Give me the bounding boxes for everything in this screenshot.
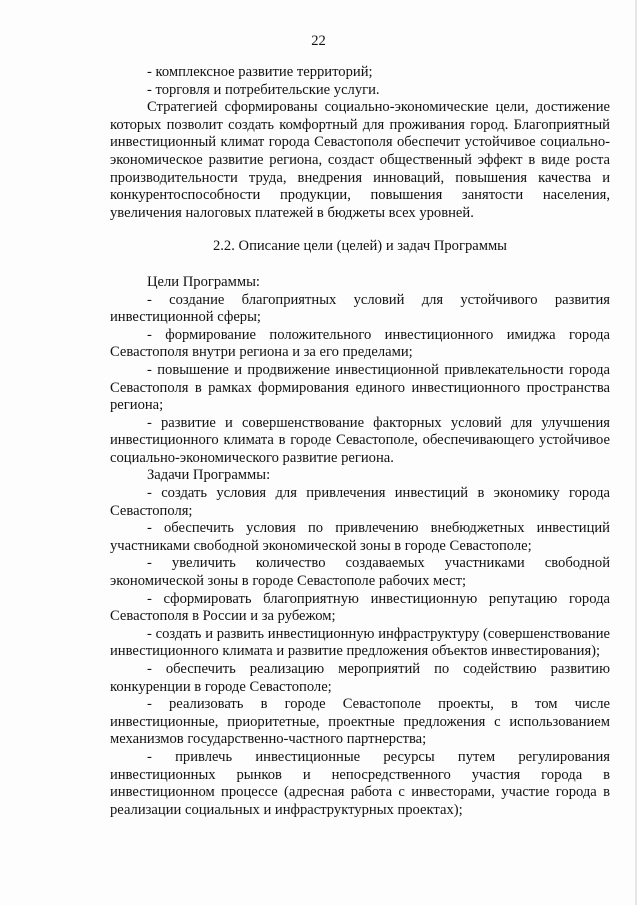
section-heading: 2.2. Описание цели (целей) и задач Программы — [212, 238, 507, 255]
task-item: - создать условия для привлечения инвестиций в экономику города Севастополя; — [110, 485, 610, 519]
task-item: - привлечь инвестиционные ресурсы путем регулирования инвестиционных рынков и непосредственного участия города в инвестиционном процессе (адресная работа с инвесторами, участие города в реализации социальных и инфраструктурных проектах); — [110, 748, 610, 818]
goal-item: - развитие и совершенствование факторных условий для улучшения инвестиционного климата в городе Севастополе, обеспечивающего устойчивое социально-экономического развитие региона. — [110, 414, 610, 466]
intro-item-1: - комплексное развитие территорий; — [147, 64, 373, 80]
page-number: 22 — [311, 33, 326, 49]
task-item: - создать и развить инвестиционную инфраструктуру (совершенствование инвестиционного климата и развитие предложения объектов инвестирования); — [110, 625, 610, 660]
task-item: - реализовать в городе Севастополе проекты, в том числе инвестиционные, приоритетные, проектные предложения с использованием механизмов государственно-частного партнерства; — [110, 696, 610, 748]
intro-paragraph: Стратегией сформированы социально-экономические цели, достижение которых позволит создать комфортный для проживания город. Благоприятный инвестиционный климат города Севастополя обеспечит устойчивое социально-экономическое развитие региона, создаст общественный эффект в виде роста производительности труда, внедрения инноваций, повышения качества и конкурентоспособности продукции, повышения занятости населения, увеличения налоговых платежей в бюджеты всех уровней. — [110, 99, 610, 221]
goal-item: - создание благоприятных условий для устойчивого развития инвестиционной сферы; — [110, 291, 610, 326]
task-item: - обеспечить реализацию мероприятий по содействию развитию конкуренции в городе Севастополе; — [110, 661, 610, 695]
task-item: - увеличить количество создаваемых участниками свободной экономической зоны в городе Севастополе рабочих мест; — [110, 555, 610, 590]
goal-item: - формирование положительного инвестиционного имиджа города Севастополя внутри региона и за его пределами; — [110, 326, 610, 361]
goals-title: Цели Программы: — [147, 273, 260, 290]
goal-item: - повышение и продвижение инвестиционной привлекательности города Севастополя в рамках формирования единого инвестиционного пространства региона; — [110, 361, 610, 414]
task-item: - сформировать благоприятную инвестиционную репутацию города Севастополя в России и за рубежом; — [110, 590, 610, 625]
tasks-title: Задачи Программы: — [147, 467, 271, 484]
page-content — [110, 64, 610, 819]
intro-item-2: - торговля и потребительские услуги. — [147, 81, 380, 98]
task-item: - обеспечить условия по привлечению внебюджетных инвестиций участниками свободной экономической зоны в городе Севастополе; — [110, 520, 610, 554]
